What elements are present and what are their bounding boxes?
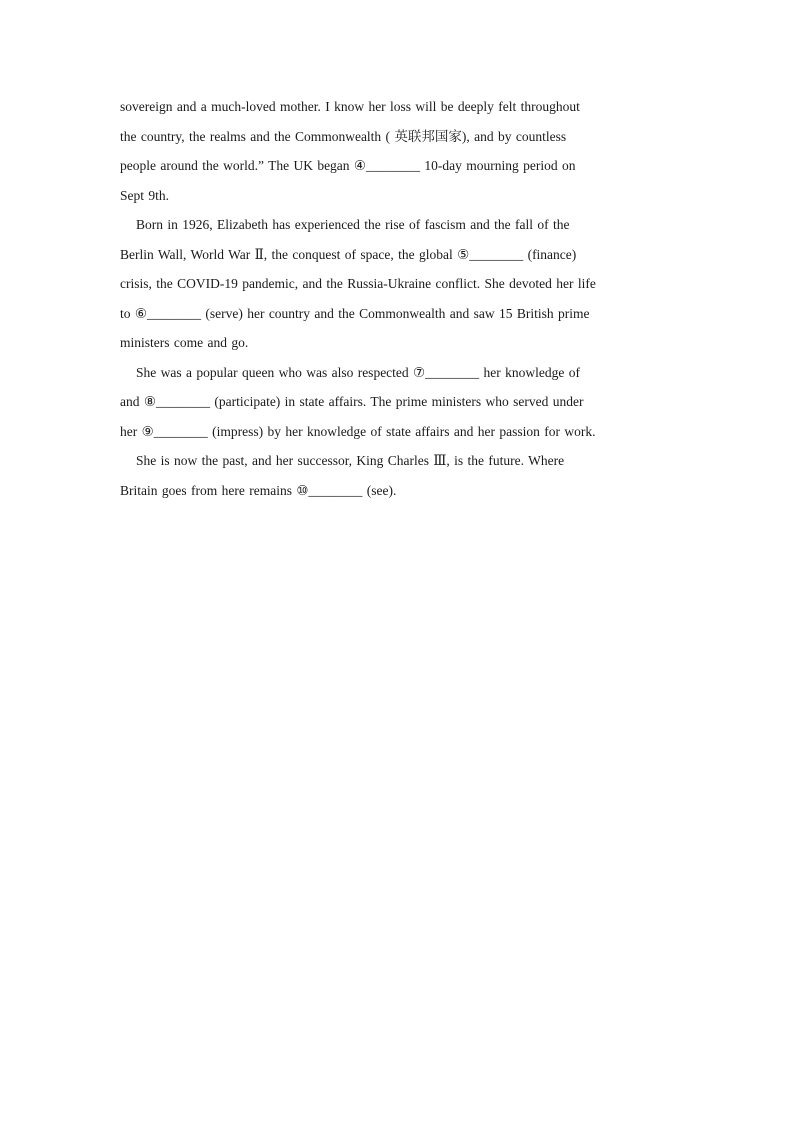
text-line: crisis, the COVID-19 pandemic, and the Russia-Ukraine conflict. She devoted her life: [120, 276, 596, 291]
text-line: sovereign and a much-loved mother. I know her loss will be deeply felt throughout: [120, 99, 580, 114]
text-line: Britain goes from here remains ⑩________ (see).: [120, 482, 397, 498]
paragraph-start-line: She was a popular queen who was also respected ⑦________ her knowledge of: [136, 364, 580, 380]
passage-text: [120, 92, 680, 505]
text-line: Berlin Wall, World War Ⅱ, the conquest of space, the global ⑤________ (finance): [120, 246, 577, 262]
text-line: the country, the realms and the Commonwealth ( 英联邦国家), and by countless: [120, 128, 567, 144]
text-line: to ⑥________ (serve) her country and the Commonwealth and saw 15 British prime: [120, 305, 590, 321]
text-line: and ⑧________ (participate) in state affairs. The prime ministers who served under: [120, 394, 584, 409]
paragraph-start-line: She is now the past, and her successor, King Charles Ⅲ, is the future. Where: [136, 453, 565, 468]
paragraph-start-line: Born in 1926, Elizabeth has experienced the rise of fascism and the fall of the: [136, 217, 570, 232]
text-line: her ⑨________ (impress) by her knowledge of state affairs and her passion for work.: [120, 423, 596, 439]
text-line: people around the world.” The UK began ④________ 10-day mourning period on: [120, 158, 576, 173]
text-line: ministers come and go.: [120, 335, 249, 350]
text-line: Sept 9th.: [120, 187, 170, 203]
